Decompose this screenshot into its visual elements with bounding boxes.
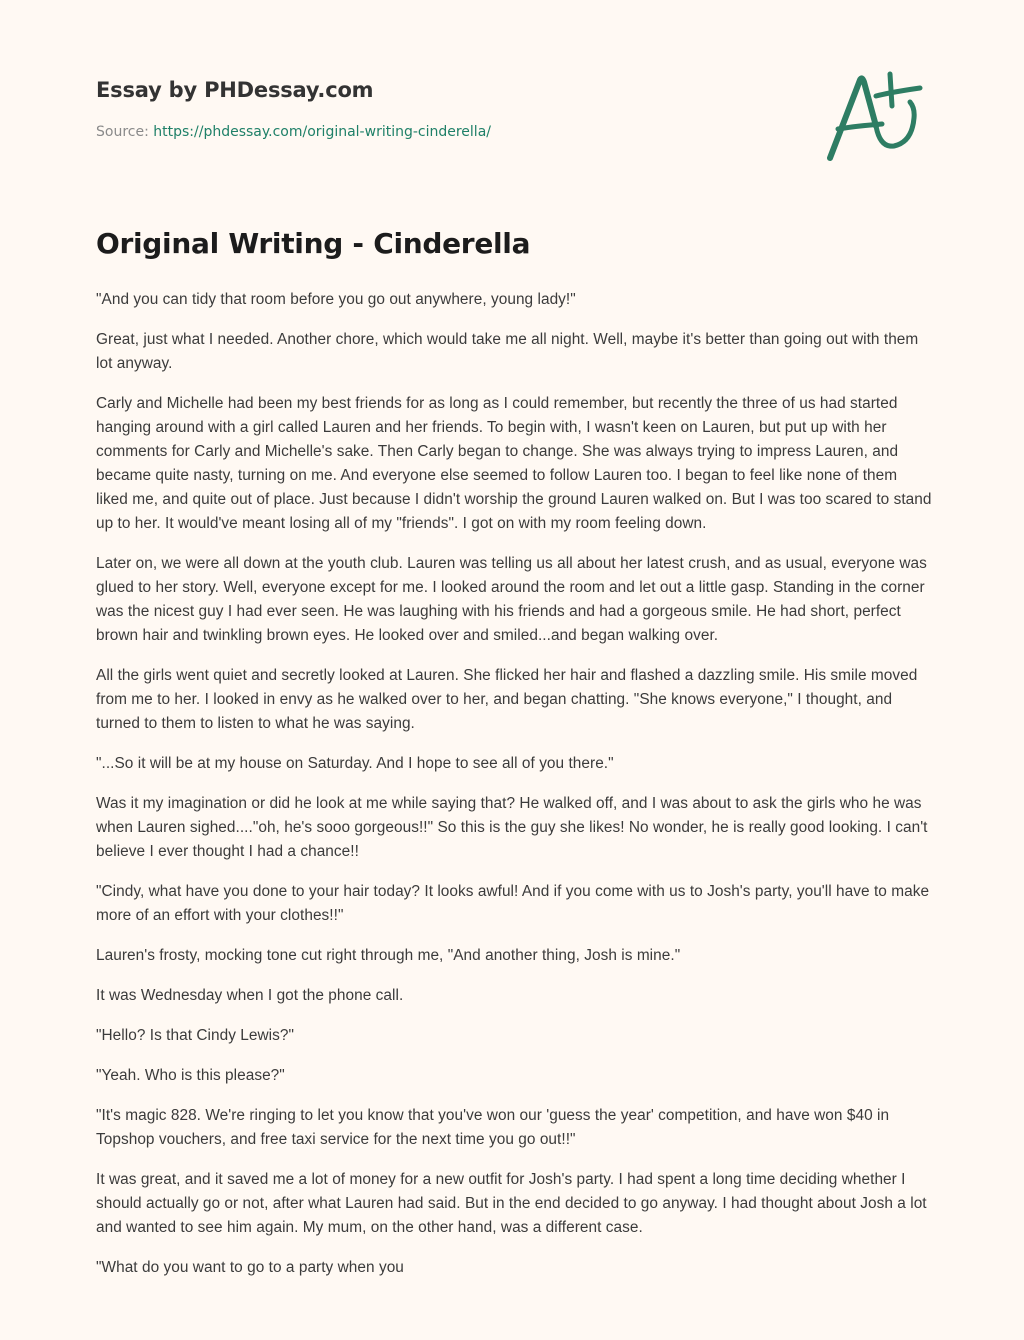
essay-paragraph: It was Wednesday when I got the phone call. bbox=[96, 987, 404, 1004]
essay-paragraph: All the girls went quiet and secretly looked at Lauren. She flicked her hair and flashed a dazzling smile. His smile moved from me to her. I looked in envy as he walked over to her, and began chatting. "She knows everyone," I thought, and turned to them to listen to what he was saying. bbox=[96, 667, 918, 732]
essay-paragraph: "It's magic 828. We're ringing to let you know that you've won our 'guess the year' competition, and have won $40 in Topshop vouchers, and free taxi service for the next time you go out!!" bbox=[96, 1107, 890, 1148]
a-plus-grade-icon bbox=[820, 66, 930, 166]
essay-paragraph: "Hello? Is that Cindy Lewis?" bbox=[96, 1027, 295, 1044]
essay-title: Original Writing - Cinderella bbox=[96, 227, 531, 260]
essay-paragraph: "Cindy, what have you done to your hair today? It looks awful! And if you come with us to Josh's party, you'll have to make more of an effort with your clothes!!" bbox=[96, 883, 930, 924]
essay-content bbox=[96, 222, 932, 1296]
source-link[interactable]: https://phdessay.com/original-writing-cinderella/ bbox=[153, 124, 491, 140]
essay-paragraph: "And you can tidy that room before you go out anywhere, young lady!" bbox=[96, 291, 576, 308]
source-label: Source: bbox=[96, 124, 154, 140]
essay-paragraph: "...So it will be at my house on Saturday. And I hope to see all of you there." bbox=[96, 755, 614, 772]
page-header bbox=[96, 72, 796, 142]
essay-paragraph: Was it my imagination or did he look at me while saying that? He walked off, and I was about to ask the girls who he was when Lauren sighed...."oh, he's sooo gorgeous!!" So this is the guy she likes! No wonder, he is really good looking. I can't believe I ever thought I had a chance!! bbox=[96, 795, 928, 860]
essay-paragraph: Lauren's frosty, mocking tone cut right through me, "And another thing, Josh is mine." bbox=[96, 947, 681, 964]
source-line bbox=[96, 122, 796, 142]
site-title: Essay by PHDessay.com bbox=[96, 78, 374, 102]
essay-paragraph: Carly and Michelle had been my best friends for as long as I could remember, but recently the three of us had started hanging around with a girl called Lauren and her friends. To begin with, I wasn't keen on Lauren, but put up with her comments for Carly and Michelle's sake. Then Carly began to change. She was always trying to impress Lauren, and became quite nasty, turning on me. And everyone else seemed to follow Lauren too. I began to feel like none of them liked me, and quite out of place. Just because I didn't worship the ground Lauren walked on. But I was too scared to stand up to her. It would've meant losing all of my "friends". I got on with my room feeling down. bbox=[96, 395, 932, 532]
essay-paragraph: It was great, and it saved me a lot of money for a new outfit for Josh's party. I had spent a long time deciding whether I should actually go or not, after what Lauren had said. But in the end decided to go anyway. I had thought about Josh a lot and wanted to see him again. My mum, on the other hand, was a different case. bbox=[96, 1171, 927, 1236]
essay-paragraph: "What do you want to go to a party when you bbox=[96, 1259, 404, 1276]
essay-paragraph: "Yeah. Who is this please?" bbox=[96, 1067, 285, 1084]
essay-paragraph: Later on, we were all down at the youth club. Lauren was telling us all about her latest crush, and as usual, everyone was glued to her story. Well, everyone except for me. I looked around the room and let out a little gasp. Standing in the corner was the nicest guy I had ever seen. He was laughing with his friends and had a gorgeous smile. He had short, perfect brown hair and twinkling brown eyes. He looked over and smiled...and began walking over. bbox=[96, 555, 927, 644]
essay-paragraph: Great, just what I needed. Another chore, which would take me all night. Well, maybe it's better than going out with them lot anyway. bbox=[96, 331, 919, 372]
